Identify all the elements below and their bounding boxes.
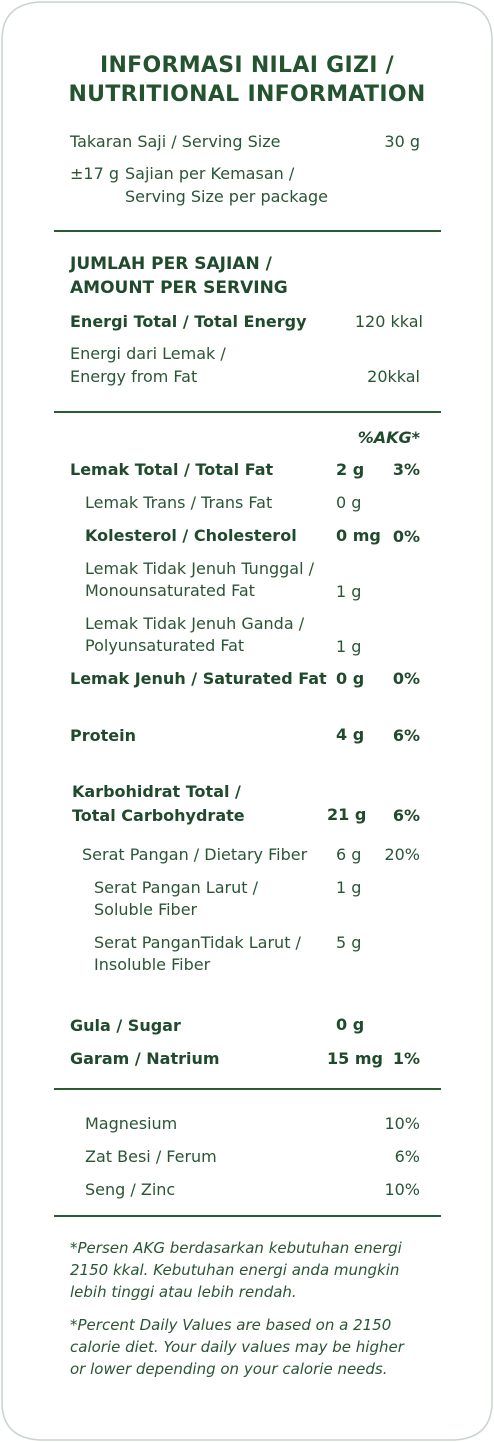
carbohydrate-pct: 6% — [392, 806, 420, 825]
dietary-fiber-label: Serat Pangan / Dietary Fiber — [82, 845, 308, 864]
saturated-fat-amount: 0 g — [336, 669, 365, 688]
dietary-fiber-amount: 6 g — [336, 845, 362, 864]
akg-header: %AKG* — [357, 428, 420, 447]
divider-2 — [54, 411, 441, 413]
label-title-line-2: NUTRITIONAL INFORMATION — [68, 82, 426, 107]
amount-heading-2: AMOUNT PER SERVING — [70, 278, 288, 298]
total-fat-pct: 3% — [392, 460, 420, 479]
carbohydrate-label-1: Karbohidrat Total / — [72, 782, 241, 801]
trans-fat-label: Lemak Trans / Trans Fat — [85, 493, 273, 512]
footnote-id-line-2: 2150 kkal. Kebutuhan energi anda mungkin — [70, 1261, 400, 1279]
servings-per-pack-value: ±17 g — [70, 164, 120, 183]
sodium-label: Garam / Natrium — [70, 1049, 220, 1068]
cholesterol-label: Kolesterol / Cholesterol — [85, 526, 297, 545]
sodium-pct: 1% — [392, 1049, 420, 1068]
mineral-pct: 6% — [394, 1147, 420, 1166]
mineral-pct: 10% — [384, 1114, 420, 1133]
soluble-fiber-label-2: Soluble Fiber — [94, 900, 198, 919]
cholesterol-pct: 0% — [392, 527, 420, 546]
poly-fat-amount: 1 g — [336, 637, 362, 656]
sodium-amount: 15 mg — [327, 1049, 383, 1068]
mineral-label: Magnesium — [85, 1114, 178, 1133]
cholesterol-amount: 0 mg — [336, 526, 381, 545]
footnote-id-line-3: lebih tinggi atau lebih rendah. — [70, 1283, 297, 1301]
dietary-fiber-pct: 20% — [384, 845, 420, 864]
footnote-en-line-2: calorie diet. Your daily values may be higher — [70, 1338, 404, 1356]
serving-size-value: 30 g — [384, 132, 420, 151]
mineral-pct: 10% — [384, 1180, 420, 1199]
mono-fat-label-2: Monounsaturated Fat — [85, 581, 255, 600]
poly-fat-label-2: Polyunsaturated Fat — [85, 636, 245, 655]
divider-1 — [54, 230, 441, 232]
amount-heading-1: JUMLAH PER SAJIAN / — [70, 254, 272, 274]
soluble-fiber-label-1: Serat Pangan Larut / — [94, 878, 258, 897]
soluble-fiber-amount: 1 g — [336, 878, 362, 897]
total-fat-amount: 2 g — [336, 460, 365, 479]
divider-3 — [54, 1088, 441, 1090]
fat-energy-value: 20kkal — [367, 367, 420, 386]
fat-energy-label-2: Energy from Fat — [70, 367, 198, 386]
mono-fat-label-1: Lemak Tidak Jenuh Tunggal / — [85, 559, 314, 578]
fat-energy-label-1: Energi dari Lemak / — [70, 344, 226, 363]
mono-fat-amount: 1 g — [336, 582, 362, 601]
sugar-label: Gula / Sugar — [70, 1016, 181, 1035]
trans-fat-amount: 0 g — [336, 493, 362, 512]
protein-pct: 6% — [392, 726, 420, 745]
serving-size-label: Takaran Saji / Serving Size — [70, 132, 281, 151]
servings-per-pack-label-1: Sajian per Kemasan / — [125, 164, 295, 183]
protein-label: Protein — [70, 726, 136, 745]
insoluble-fiber-amount: 5 g — [336, 933, 362, 952]
servings-per-pack-label-2: Serving Size per package — [125, 187, 329, 206]
sugar-amount: 0 g — [336, 1015, 365, 1034]
footnote-en-line-1: *Percent Daily Values are based on a 2150 — [70, 1316, 392, 1334]
carbohydrate-label-2: Total Carbohydrate — [72, 806, 245, 825]
mineral-label: Zat Besi / Ferum — [85, 1147, 217, 1166]
total-fat-label: Lemak Total / Total Fat — [70, 460, 274, 479]
insoluble-fiber-label-1: Serat PanganTidak Larut / — [94, 933, 301, 952]
label-title-line-1: INFORMASI NILAI GIZI / — [99, 53, 395, 78]
footnote-id-line-1: *Persen AKG berdasarkan kebutuhan energi — [70, 1239, 402, 1257]
saturated-fat-pct: 0% — [392, 669, 420, 688]
insoluble-fiber-label-2: Insoluble Fiber — [94, 955, 211, 974]
poly-fat-label-1: Lemak Tidak Jenuh Ganda / — [85, 614, 305, 633]
carbohydrate-amount: 21 g — [327, 805, 367, 824]
energy-label: Energi Total / Total Energy — [70, 312, 307, 331]
footnote-en-line-3: or lower depending on your calorie needs. — [70, 1360, 388, 1378]
protein-amount: 4 g — [336, 725, 365, 744]
saturated-fat-label: Lemak Jenuh / Saturated Fat — [70, 669, 327, 688]
divider-4 — [54, 1215, 441, 1217]
mineral-label: Seng / Zinc — [85, 1180, 176, 1199]
energy-value: 120 kkal — [354, 312, 423, 331]
